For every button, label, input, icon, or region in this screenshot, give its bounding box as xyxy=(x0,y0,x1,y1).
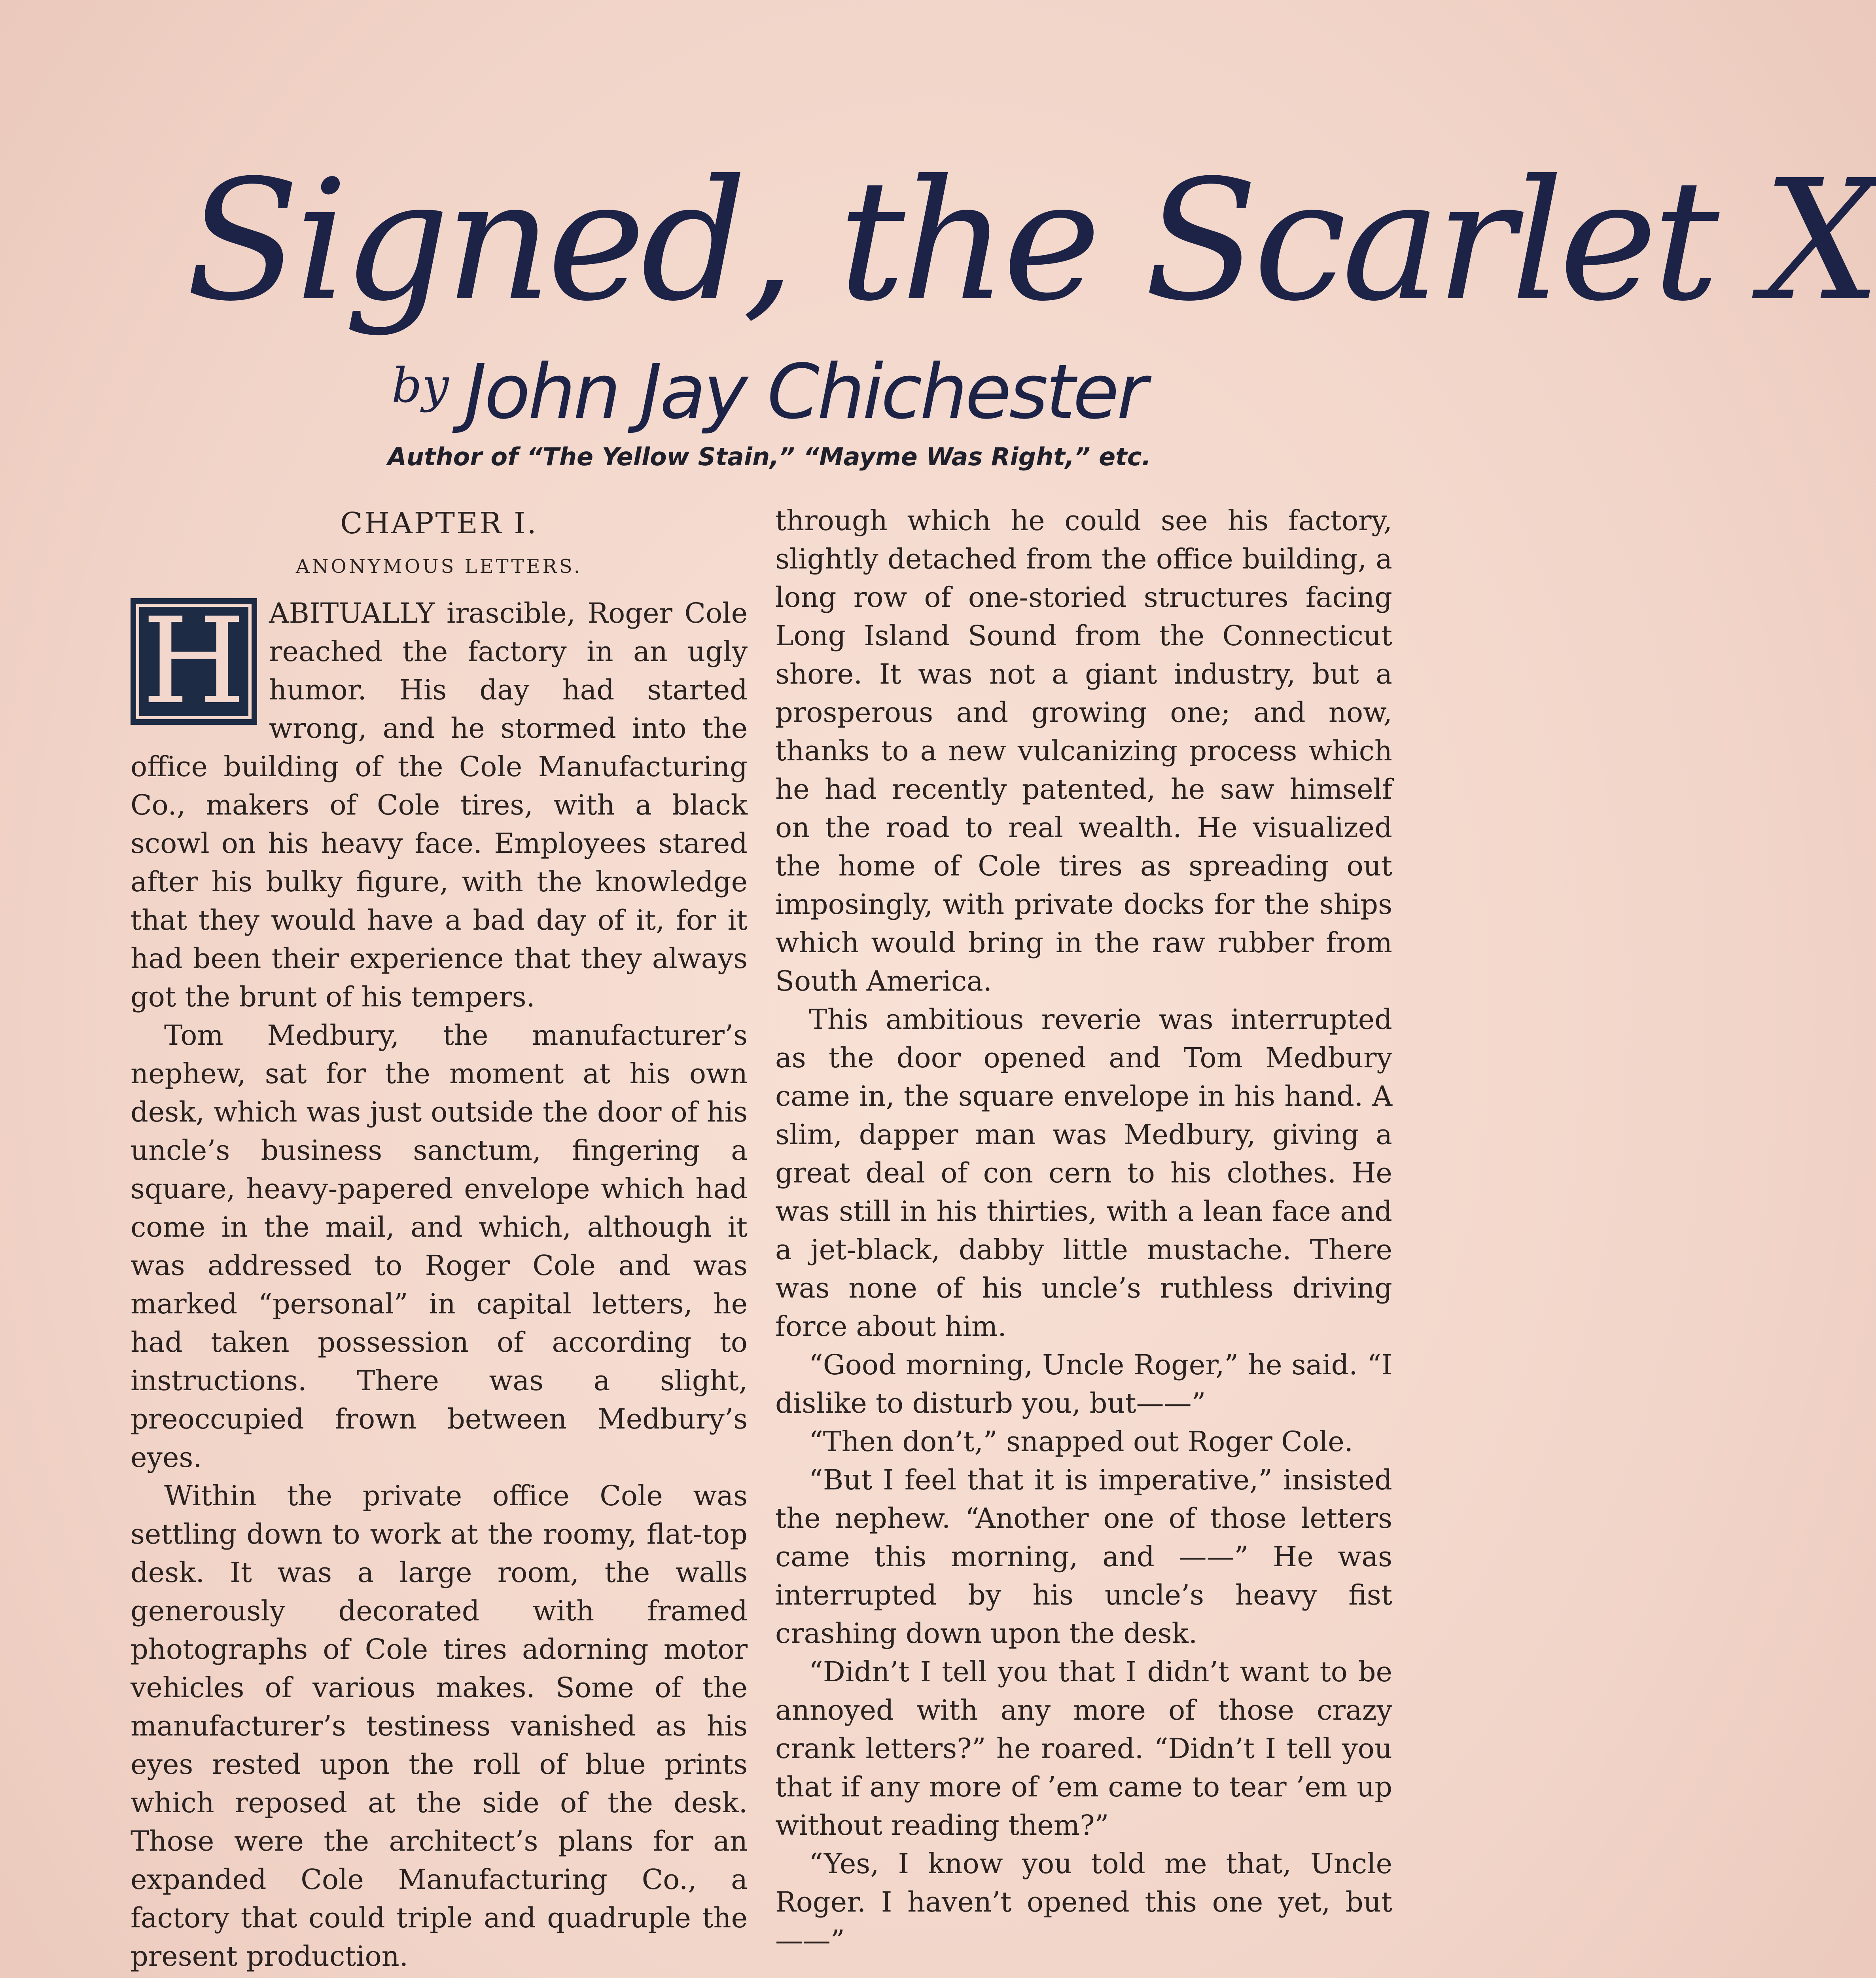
paragraph xyxy=(131,1976,748,1978)
paragraph: This ambitious reverie was interrupted as the door opened and Tom Medbury came in, the square envelope in his hand. A slim, dapper man was Medbury, giving a great deal of con cern to his clothes. He was still in his thirties, with a lean face and a jet-black, dabby little mustache. There was none of his uncle’s ruthless driving force about him. xyxy=(775,1003,1392,1343)
byline xyxy=(392,348,1143,443)
paragraph: “But I feel that it is imperative,” insisted the nephew. “Another one of those letters came this morning, and ——” He was interrupted by his uncle’s heavy fist crashing down upon the desk. xyxy=(775,1464,1392,1650)
right-column xyxy=(775,502,1392,1960)
paragraph: “Didn’t I tell you that I didn’t want to be annoyed with any more of those crazy crank letters?” he roared. “Didn’t I tell you that if any more of ’em came to tear ’em up without reading them?” xyxy=(775,1656,1392,1842)
paragraph: “Then don’t,” snapped out Roger Cole. xyxy=(809,1425,1354,1458)
paragraph: ABITUALLY irascible, Roger Cole reached the factory in an ugly humor. His day had started wrong, and he stormed into the office building of the Cole Manufacturing Co., makers of Cole tires, with a black scowl on his heavy face. Employees stared after his bulky figure, with the knowledge that they would have a bad day of it, for it had been their experience that they always got the brunt of his tempers. xyxy=(131,597,748,1013)
paragraph: through which he could see his factory, slightly detached from the office building, a long row of one-storied structures facing Long Island Sound from the Connecticut shore. It was not a giant industry, but a prosperous and growing one; and now, thanks to a new vulcanizing process which he had recently patented, he saw himself on the road to real wealth. He visualized the home of Cole tires as spreading out imposingly, with private docks for the ships which would bring in the raw rubber from South America. xyxy=(775,504,1392,997)
author-name: John Jay Chichester xyxy=(464,348,1145,436)
paragraph: Within the private office Cole was settling down to work at the roomy, flat-top desk. It was a large room, the walls generously decorated with framed photographs of Cole tires adorning motor vehicles of various makes. Some of the manufacturer’s testiness vanished as his eyes rested upon the roll of blue prints which reposed at the side of the desk. Those were the architect’s plans for an expanded Cole Manufacturing Co., a factory that could triple and quadruple the present production. xyxy=(131,1480,748,1972)
chapter-subheading: ANONYMOUS LETTERS. xyxy=(295,555,583,578)
drop-cap: H xyxy=(131,598,257,725)
chapter-heading: CHAPTER I. xyxy=(340,506,538,540)
left-column xyxy=(131,504,748,1978)
paragraph: “Good morning, Uncle Roger,” he said. “I dislike to disturb you, but——” xyxy=(775,1349,1392,1419)
story-title: Signed, the Scarlet X xyxy=(186,144,1876,338)
paragraph: Tom Medbury, the manufacturer’s nephew, sat for the moment at his own desk, which was just outside the door of his uncle’s business sanctum, fingering a square, heavy-papered envelope which had come in the mail, and which, although it was addressed to Roger Cole and was marked “personal” in capital letters, he had taken possession of according to instructions. There was a slight, preoccupied frown between Medbury’s eyes. xyxy=(131,1019,748,1474)
paragraph: “Yes, I know you told me that, Uncle Roger. I haven’t opened this one yet, but——” xyxy=(775,1847,1392,1957)
author-credits: Author of “The Yellow Stain,” “Mayme Was Right,” etc. xyxy=(387,442,1151,471)
byline-by: by xyxy=(392,358,449,413)
